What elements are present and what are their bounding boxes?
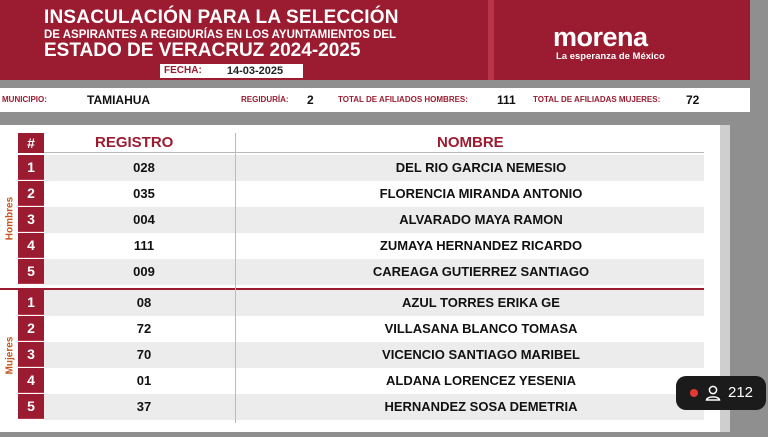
group-label-hombres: Hombres: [4, 196, 16, 241]
header-stripe: [488, 0, 494, 80]
registro-cell: 009: [133, 264, 155, 279]
nombre-cell: CAREAGA GUTIERREZ SANTIAGO: [372, 264, 590, 279]
row-number: 3: [18, 207, 44, 232]
fecha-label: FECHA:: [160, 64, 210, 78]
hombres-total-value: 111: [497, 93, 516, 107]
nombre-cell: ZUMAYA HERNANDEZ RICARDO: [379, 238, 583, 253]
logo-tagline: La esperanza de México: [556, 51, 665, 62]
municipio-value: TAMIAHUA: [87, 93, 151, 107]
nombre-cell: AZUL TORRES ERIKA GE: [402, 295, 560, 310]
row-number: 5: [18, 259, 44, 284]
header-underline: [44, 152, 704, 153]
row-number: 1: [18, 290, 44, 315]
registro-cell: 004: [133, 212, 155, 227]
group-label-mujeres-box: [0, 290, 17, 422]
row-number: 4: [18, 233, 44, 258]
column-header-number: #: [18, 133, 44, 153]
live-viewer-badge[interactable]: [676, 376, 766, 410]
registro-cell: 08: [136, 295, 152, 310]
table-row: [44, 316, 704, 342]
table-row: [44, 259, 704, 285]
row-number: 2: [18, 181, 44, 206]
mujeres-total-value: 72: [686, 93, 700, 107]
mujeres-total-label: TOTAL DE AFILIADAS MUJERES:: [533, 95, 661, 104]
title-line-1: INSACULACIÓN PARA LA SELECCIÓN: [44, 7, 399, 28]
title-line-2: DE ASPIRANTES A REGIDURÍAS EN LOS AYUNTAMIENTOS DEL: [44, 29, 397, 41]
nombre-cell: VILLASANA BLANCO TOMASA: [384, 321, 578, 336]
nombre-cell: ALDANA LORENCEZ YESENIA: [386, 373, 576, 388]
registro-cell: 70: [136, 347, 152, 362]
table-row: [44, 207, 704, 233]
row-number: 5: [18, 394, 44, 419]
column-header-registro: REGISTRO: [95, 134, 174, 151]
table-row: [44, 342, 704, 368]
hombres-total-label: TOTAL DE AFILIADOS HOMBRES:: [338, 95, 468, 104]
live-dot-icon: [690, 389, 698, 397]
registro-cell: 37: [136, 399, 152, 414]
column-separator: [235, 133, 236, 423]
title-line-3: ESTADO DE VERACRUZ 2024-2025: [44, 40, 361, 61]
row-number: 3: [18, 342, 44, 367]
fecha-value: 14-03-2025: [207, 64, 303, 78]
nombre-cell: HERNANDEZ SOSA DEMETRIA: [384, 399, 578, 414]
morena-logo: morena: [553, 22, 648, 52]
table-row: [44, 155, 704, 181]
table-row: [44, 290, 704, 316]
registro-cell: 028: [133, 160, 155, 175]
municipio-label: MUNICIPIO:: [2, 95, 47, 104]
group-label-hombres-box: [0, 155, 17, 284]
registro-cell: 035: [133, 186, 155, 201]
regiduria-value: 2: [307, 93, 314, 107]
table-row: [44, 233, 704, 259]
row-number: 4: [18, 368, 44, 393]
column-header-nombre: NOMBRE: [437, 134, 504, 151]
registro-cell: 111: [133, 238, 155, 253]
nombre-cell: FLORENCIA MIRANDA ANTONIO: [379, 186, 583, 201]
group-label-mujeres: Mujeres: [4, 336, 16, 375]
registro-cell: 01: [136, 373, 152, 388]
registro-cell: 72: [136, 321, 152, 336]
nombre-cell: VICENCIO SANTIAGO MARIBEL: [382, 347, 580, 362]
user-icon: [703, 383, 723, 403]
table-row: [44, 181, 704, 207]
row-number: 1: [18, 155, 44, 180]
row-number: 2: [18, 316, 44, 341]
viewer-count: 212: [728, 384, 754, 401]
table-row: [44, 368, 704, 394]
regiduria-label: REGIDURÍA:: [241, 95, 289, 104]
nombre-cell: ALVARADO MAYA RAMON: [399, 212, 563, 227]
nombre-cell: DEL RIO GARCIA NEMESIO: [395, 160, 567, 175]
table-row: [44, 394, 704, 420]
